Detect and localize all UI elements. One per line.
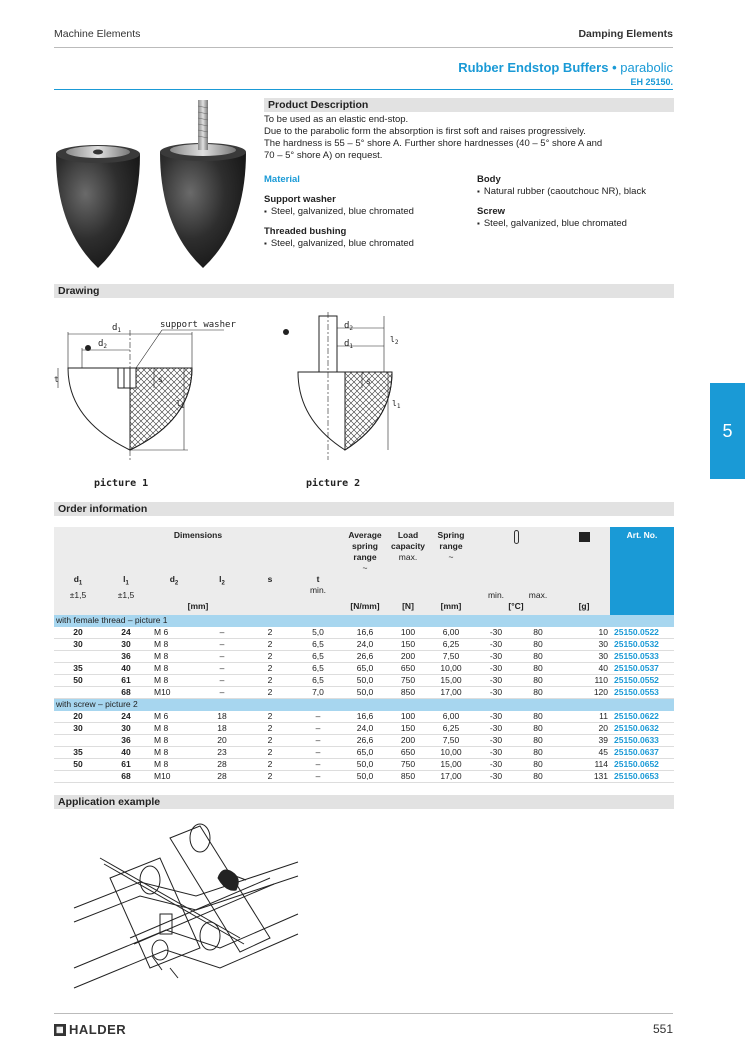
l2-header: $l_2$: [198, 574, 246, 601]
cell-avg: 50,0: [342, 687, 388, 699]
pic2-caption: picture 2: [306, 478, 361, 489]
threaded-bushing-value: ▪ Steel, galvanized, blue chromated: [264, 238, 464, 250]
cell-avg: 26,6: [342, 651, 388, 663]
cell-g: 39: [558, 735, 610, 747]
order-head-row-2: [54, 574, 674, 601]
cell-tmin: -30: [474, 639, 518, 651]
pic2-d2-label: $d_2$: [344, 321, 354, 332]
cell-g: 10: [558, 627, 610, 639]
cell-spring: 7,50: [428, 651, 474, 663]
cell-g: 114: [558, 759, 610, 771]
order-head-row-3: [54, 601, 674, 615]
cell-g: 30: [558, 639, 610, 651]
cell-tmax: 80: [518, 627, 558, 639]
material-heading: Material: [264, 174, 300, 185]
cell-d2: M 8: [150, 663, 198, 675]
title-divider: [54, 89, 673, 90]
cell-art[interactable]: 25150.0522: [610, 627, 674, 639]
cell-t: –: [294, 711, 342, 723]
dimensions-header: Dimensions: [54, 527, 342, 574]
cell-d1: 35: [54, 663, 102, 675]
table-row: [54, 675, 674, 687]
support-washer-value: ▪ Steel, galvanized, blue chromated: [264, 206, 464, 218]
pic1-s-label: s: [158, 375, 163, 384]
header-section: Damping Elements: [578, 28, 673, 40]
cell-d1: 20: [54, 711, 102, 723]
cell-t: 6,5: [294, 675, 342, 687]
pic2-s-label: s: [366, 377, 371, 386]
cell-s: 2: [246, 711, 294, 723]
cell-d1: 30: [54, 723, 102, 735]
cell-g: 110: [558, 675, 610, 687]
description-line: The hardness is 55 – 5° shore A. Further shore hardnesses (40 – 5° shore A and: [264, 138, 603, 149]
cell-avg: 24,0: [342, 723, 388, 735]
cell-t: 6,5: [294, 663, 342, 675]
cell-s: 2: [246, 747, 294, 759]
material-right-column: [477, 174, 677, 230]
group-row: [54, 615, 674, 627]
cell-tmin: -30: [474, 651, 518, 663]
footer-divider: [54, 1013, 673, 1014]
drawing-picture-1: [58, 330, 224, 460]
cell-d1: 35: [54, 747, 102, 759]
cell-d2: M 8: [150, 675, 198, 687]
cell-spring: 6,00: [428, 627, 474, 639]
cell-load: 150: [388, 639, 428, 651]
body-value: ▪ Natural rubber (caoutchouc NR), black: [477, 186, 677, 198]
brand-name: HALDER: [69, 1022, 127, 1037]
title-separator: •: [608, 60, 621, 75]
product-code: EH 25150.: [630, 77, 673, 87]
cell-l1: 40: [102, 747, 150, 759]
cell-d1: 30: [54, 639, 102, 651]
cell-tmax: 80: [518, 639, 558, 651]
cell-l1: 36: [102, 735, 150, 747]
cell-spring: 6,25: [428, 639, 474, 651]
unit-n: [N]: [388, 601, 428, 615]
cell-d2: M 6: [150, 711, 198, 723]
cell-l2: 18: [198, 711, 246, 723]
cell-d2: M10: [150, 687, 198, 699]
table-row: [54, 747, 674, 759]
cell-tmax: 80: [518, 723, 558, 735]
cell-art[interactable]: 25150.0553: [610, 687, 674, 699]
cell-t: –: [294, 759, 342, 771]
description-line: 70 – 5° shore A) on request.: [264, 150, 383, 161]
cell-avg: 50,0: [342, 675, 388, 687]
support-washer-label: Support washer: [264, 194, 336, 205]
cell-l1: 24: [102, 627, 150, 639]
diameter-symbol-icon: [283, 329, 289, 335]
weight-icon: [579, 532, 590, 542]
cell-spring: 15,00: [428, 675, 474, 687]
cell-d1: [54, 687, 102, 699]
table-row: [54, 663, 674, 675]
temperature-header: [474, 527, 558, 574]
d1-header: $d_1$ ±1,5: [54, 574, 102, 601]
pic2-l1-label: $l_1$: [392, 399, 401, 410]
cell-load: 200: [388, 735, 428, 747]
cell-art[interactable]: 25150.0633: [610, 735, 674, 747]
cell-art[interactable]: 25150.0537: [610, 663, 674, 675]
cell-spring: 6,00: [428, 711, 474, 723]
cell-l2: –: [198, 651, 246, 663]
cell-art[interactable]: 25150.0632: [610, 723, 674, 735]
cell-d2: M 8: [150, 747, 198, 759]
cell-l1: 36: [102, 651, 150, 663]
drawing-picture-2: [298, 312, 392, 460]
cell-spring: 10,00: [428, 747, 474, 759]
cell-tmin: -30: [474, 759, 518, 771]
cell-tmax: 80: [518, 735, 558, 747]
cell-s: 2: [246, 735, 294, 747]
cell-l1: 61: [102, 675, 150, 687]
cell-d2: M 8: [150, 639, 198, 651]
cell-g: 131: [558, 771, 610, 783]
header-category: Machine Elements: [54, 28, 141, 40]
unit-gram: [g]: [558, 601, 610, 615]
cell-l1: 61: [102, 759, 150, 771]
cell-tmin: -30: [474, 723, 518, 735]
cell-d1: [54, 651, 102, 663]
pic2-d1-label: $d_1$: [344, 339, 354, 350]
cell-g: 40: [558, 663, 610, 675]
cell-avg: 65,0: [342, 663, 388, 675]
description-line: To be used as an elastic end-stop.: [264, 114, 409, 125]
cell-tmin: -30: [474, 687, 518, 699]
cell-art[interactable]: 25150.0533: [610, 651, 674, 663]
cell-load: 200: [388, 651, 428, 663]
cell-l1: 30: [102, 639, 150, 651]
cell-art[interactable]: 25150.0552: [610, 675, 674, 687]
temp-min-header: min.: [474, 574, 518, 601]
cell-art[interactable]: 25150.0653: [610, 771, 674, 783]
cell-load: 650: [388, 747, 428, 759]
cell-tmax: 80: [518, 759, 558, 771]
brand-logo: [54, 1022, 126, 1037]
cell-art[interactable]: 25150.0637: [610, 747, 674, 759]
cell-tmin: -30: [474, 747, 518, 759]
halder-logo-icon: ▦: [55, 1024, 65, 1034]
cell-t: 5,0: [294, 627, 342, 639]
cell-t: –: [294, 771, 342, 783]
product-photo: [54, 98, 254, 274]
cell-l2: 28: [198, 759, 246, 771]
pic1-caption: picture 1: [94, 478, 149, 489]
cell-art[interactable]: 25150.0532: [610, 639, 674, 651]
application-example-heading: Application example: [54, 795, 674, 809]
product-description-text: [264, 114, 674, 162]
cell-s: 2: [246, 639, 294, 651]
cell-d2: M 8: [150, 759, 198, 771]
cell-l1: 30: [102, 723, 150, 735]
cell-s: 2: [246, 663, 294, 675]
cell-d2: M 6: [150, 627, 198, 639]
pic2-l2-label: $l_2$: [390, 335, 399, 346]
cell-g: 120: [558, 687, 610, 699]
pic1-d2-label: $d_2$: [98, 339, 108, 350]
cell-t: –: [294, 747, 342, 759]
cell-avg: 65,0: [342, 747, 388, 759]
application-illustration: [70, 818, 300, 1008]
table-row: [54, 627, 674, 639]
cell-load: 750: [388, 759, 428, 771]
cell-t: 6,5: [294, 639, 342, 651]
cell-l1: 24: [102, 711, 150, 723]
cell-d2: M 8: [150, 723, 198, 735]
cell-load: 650: [388, 663, 428, 675]
cell-spring: 17,00: [428, 771, 474, 783]
screw-label: Screw: [477, 206, 505, 217]
cell-g: 11: [558, 711, 610, 723]
diameter-symbol-icon: [85, 345, 91, 351]
page-title: [458, 60, 673, 75]
table-row: [54, 687, 674, 699]
cell-d1: 20: [54, 627, 102, 639]
cell-load: 150: [388, 723, 428, 735]
cell-g: 45: [558, 747, 610, 759]
drawing-heading: Drawing: [54, 284, 674, 298]
cell-spring: 17,00: [428, 687, 474, 699]
cell-tmin: -30: [474, 663, 518, 675]
product-description-heading: Product Description: [264, 98, 674, 112]
technical-drawing: [54, 310, 414, 490]
cell-s: 2: [246, 651, 294, 663]
cell-avg: 26,6: [342, 735, 388, 747]
cell-d1: 50: [54, 759, 102, 771]
d2-header: $d_2$: [150, 574, 198, 601]
cell-load: 750: [388, 675, 428, 687]
weight-header: [558, 527, 610, 574]
table-row: [54, 723, 674, 735]
cell-l2: 28: [198, 771, 246, 783]
cell-l2: 23: [198, 747, 246, 759]
cell-d1: [54, 735, 102, 747]
chapter-tab[interactable]: 5: [710, 383, 745, 479]
screw-value: ▪ Steel, galvanized, blue chromated: [477, 218, 677, 230]
group-row: [54, 699, 674, 711]
table-row: [54, 759, 674, 771]
cell-s: 2: [246, 759, 294, 771]
cell-d1: [54, 771, 102, 783]
cell-l1: 40: [102, 663, 150, 675]
cell-d2: M 8: [150, 651, 198, 663]
cell-l2: –: [198, 675, 246, 687]
cell-load: 100: [388, 627, 428, 639]
cell-load: 850: [388, 771, 428, 783]
cell-t: 7,0: [294, 687, 342, 699]
table-row: [54, 651, 674, 663]
cell-l2: –: [198, 627, 246, 639]
cell-tmax: 80: [518, 687, 558, 699]
cell-spring: 6,25: [428, 723, 474, 735]
cell-avg: 24,0: [342, 639, 388, 651]
cell-tmin: -30: [474, 735, 518, 747]
cell-s: 2: [246, 771, 294, 783]
cell-s: 2: [246, 627, 294, 639]
l1-header: $l_1$ ±1,5: [102, 574, 150, 601]
cell-tmin: -30: [474, 627, 518, 639]
cell-tmax: 80: [518, 771, 558, 783]
unit-celsius: [°C]: [474, 601, 558, 615]
cell-t: –: [294, 735, 342, 747]
cell-load: 850: [388, 687, 428, 699]
cell-tmax: 80: [518, 747, 558, 759]
cell-l1: 68: [102, 771, 150, 783]
cell-l2: 20: [198, 735, 246, 747]
cell-l1: 68: [102, 687, 150, 699]
unit-nmm: [N/mm]: [342, 601, 388, 615]
cell-l2: –: [198, 687, 246, 699]
cell-t: 6,5: [294, 651, 342, 663]
cell-load: 100: [388, 711, 428, 723]
cell-tmax: 80: [518, 711, 558, 723]
unit-mm-spring: [mm]: [428, 601, 474, 615]
cell-tmax: 80: [518, 663, 558, 675]
cell-avg: 50,0: [342, 771, 388, 783]
cell-avg: 50,0: [342, 759, 388, 771]
cell-s: 2: [246, 687, 294, 699]
cell-l2: –: [198, 639, 246, 651]
table-row: [54, 711, 674, 723]
cell-s: 2: [246, 723, 294, 735]
thermometer-icon: [514, 530, 519, 544]
page-number: 551: [652, 1022, 673, 1036]
cell-s: 2: [246, 675, 294, 687]
load-header: Load capacity max.: [388, 527, 428, 574]
cell-g: 20: [558, 723, 610, 735]
order-head-row-1: [54, 527, 674, 574]
art-no-header: Art. No.: [610, 527, 674, 574]
temp-max-header: max.: [518, 574, 558, 601]
cell-spring: 10,00: [428, 663, 474, 675]
cell-l2: –: [198, 663, 246, 675]
t-header: t min.: [294, 574, 342, 601]
description-line: Due to the parabolic form the absorption is first soft and raises progressively.: [264, 126, 586, 137]
cell-avg: 16,6: [342, 711, 388, 723]
cell-spring: 15,00: [428, 759, 474, 771]
table-row: [54, 771, 674, 783]
order-table: [54, 527, 674, 783]
cell-tmin: -30: [474, 675, 518, 687]
pic1-l1-label: $l_1$: [176, 399, 185, 410]
order-information-heading: Order information: [54, 502, 674, 516]
cell-tmin: -30: [474, 711, 518, 723]
cell-tmin: -30: [474, 771, 518, 783]
avg-spring-header: Average spring range ~: [342, 527, 388, 574]
body-label: Body: [477, 174, 501, 185]
s-header: s: [246, 574, 294, 601]
material-left-column: [264, 174, 464, 250]
cell-spring: 7,50: [428, 735, 474, 747]
cell-art[interactable]: 25150.0622: [610, 711, 674, 723]
title-main: Rubber Endstop Buffers: [458, 60, 609, 75]
cell-d1: 50: [54, 675, 102, 687]
cell-avg: 16,6: [342, 627, 388, 639]
cell-l2: 18: [198, 723, 246, 735]
spring-range-header: Spring range ~: [428, 527, 474, 574]
group-label: with female thread – picture 1: [54, 615, 674, 627]
header-divider: [54, 47, 673, 48]
threaded-bushing-label: Threaded bushing: [264, 226, 347, 237]
pic1-support-washer-label: support washer: [160, 320, 236, 330]
cell-d2: M10: [150, 771, 198, 783]
cell-g: 30: [558, 651, 610, 663]
cell-tmax: 80: [518, 651, 558, 663]
table-row: [54, 735, 674, 747]
cell-t: –: [294, 723, 342, 735]
unit-mm: [mm]: [54, 601, 342, 615]
cell-tmax: 80: [518, 675, 558, 687]
cell-art[interactable]: 25150.0652: [610, 759, 674, 771]
group-label: with screw – picture 2: [54, 699, 674, 711]
pic1-d1-label: $d_1$: [112, 323, 122, 334]
pic1-t-label: t: [54, 375, 59, 384]
title-variant: parabolic: [620, 60, 673, 75]
cell-d2: M 8: [150, 735, 198, 747]
table-row: [54, 639, 674, 651]
